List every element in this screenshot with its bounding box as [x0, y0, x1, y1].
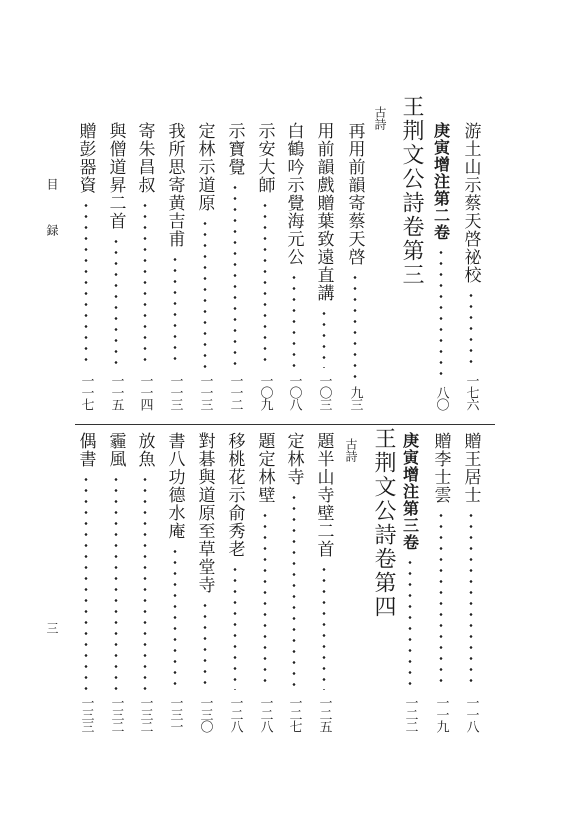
entry-page: 一一二: [227, 374, 243, 410]
genre-label: 古詩: [344, 438, 358, 462]
entry-page: 一〇三: [316, 374, 332, 410]
entry-page: 一三〇: [197, 696, 213, 732]
toc-entry[interactable]: [283, 432, 305, 732]
entry-title: 放魚: [134, 432, 155, 468]
toc-entry[interactable]: [194, 122, 216, 410]
leader-dots: [469, 290, 473, 368]
leader-dots: [114, 474, 118, 690]
leader-dots: [439, 510, 443, 690]
entry-page: 一二二: [402, 696, 418, 732]
leader-dots: [322, 564, 326, 690]
entry-title: 贈李士雲: [430, 432, 451, 504]
page-number: 三: [45, 622, 59, 644]
entry-title: 寄朱昌叔: [134, 122, 155, 194]
toc-entry[interactable]: [254, 122, 276, 410]
toc-entry[interactable]: [134, 122, 156, 410]
toc-entry[interactable]: [134, 432, 156, 732]
toc-entry[interactable]: [75, 432, 97, 732]
entry-title: 再用前韻寄蔡天啓: [344, 122, 365, 266]
entry-page: 一一三: [197, 374, 213, 410]
volume-title: 王荆文公詩卷第三: [399, 95, 424, 287]
section-label: 目 録: [45, 178, 59, 246]
toc-entry[interactable]: [75, 122, 97, 410]
entry-page: 一一五: [108, 374, 124, 410]
leader-dots: [292, 492, 296, 690]
toc-entry[interactable]: [105, 432, 127, 732]
entry-title: 對碁與道原至草堂寺: [194, 432, 215, 594]
leader-dots: [173, 254, 177, 368]
toc-entry-supplement[interactable]: [430, 122, 452, 410]
leader-dots: [84, 200, 88, 368]
genre-label: 古詩: [373, 106, 387, 130]
leader-dots: [84, 474, 88, 690]
entry-page: 一三三: [78, 696, 94, 732]
entry-title: 游土山示蔡天啓祕校: [460, 122, 481, 284]
toc-entry[interactable]: [105, 122, 127, 410]
toc-entry[interactable]: [344, 122, 366, 410]
entry-title: 白鶴吟示覺海元公: [283, 122, 304, 266]
leader-dots: [203, 218, 207, 368]
entry-page: 九三: [347, 386, 363, 410]
entry-title: 霾風: [105, 432, 126, 468]
toc-entry[interactable]: [430, 432, 452, 732]
toc-entry[interactable]: [460, 432, 482, 732]
entry-title: 題定林壁: [254, 432, 275, 504]
entry-page: 一一三: [167, 374, 183, 410]
entry-page: 一三二: [137, 696, 153, 732]
entry-title: 贈彭器資: [75, 122, 96, 194]
leader-dots: [353, 272, 357, 380]
leader-dots: [173, 546, 177, 690]
leader-dots: [233, 564, 237, 690]
toc-entry[interactable]: [224, 122, 246, 410]
entry-page: 一二五: [316, 696, 332, 732]
volume-title: 王荆文公詩卷第四: [371, 427, 396, 619]
entry-page: 一七六: [463, 374, 479, 410]
toc-entry[interactable]: [313, 432, 335, 732]
entry-page: 一二八: [257, 696, 273, 732]
toc-entry[interactable]: [254, 432, 276, 732]
entry-title: 書八功德水庵: [164, 432, 185, 540]
entry-title: 與僧道昇二首: [105, 122, 126, 230]
leader-dots: [292, 272, 296, 368]
entry-title: 庚寅增注第三卷: [400, 432, 420, 551]
entry-title: 用前韻戲贈葉致遠直講: [313, 122, 334, 302]
entry-page: 一三二: [108, 696, 124, 732]
leader-dots: [233, 182, 237, 368]
leader-dots: [114, 236, 118, 368]
leader-dots: [143, 474, 147, 690]
entry-title: 示安大師: [254, 122, 275, 194]
entry-page: 一一九: [433, 696, 449, 732]
entry-page: 八〇: [433, 386, 449, 410]
section-divider: [75, 424, 495, 425]
entry-page: 一〇九: [257, 374, 273, 410]
entry-title: 題半山寺壁二首: [313, 432, 334, 558]
leader-dots: [469, 510, 473, 690]
entry-title: 庚寅增注第二卷: [431, 122, 451, 241]
toc-entry[interactable]: [224, 432, 246, 732]
toc-entry[interactable]: [194, 432, 216, 732]
leader-dots: [322, 308, 326, 368]
leader-dots: [143, 200, 147, 368]
entry-page: 一三一: [167, 696, 183, 732]
entry-page: 一二七: [286, 696, 302, 732]
entry-title: 示寶覺: [224, 122, 245, 176]
entry-title: 偶書: [75, 432, 96, 468]
toc-entry-supplement[interactable]: [399, 432, 421, 732]
toc-entry[interactable]: [164, 122, 186, 410]
leader-dots: [408, 557, 412, 690]
leader-dots: [263, 200, 267, 368]
leader-dots: [263, 510, 267, 690]
entry-title: 定林寺: [283, 432, 304, 486]
leader-dots: [439, 247, 443, 380]
entry-title: 我所思寄黄吉甫: [164, 122, 185, 248]
toc-entry[interactable]: [460, 122, 482, 410]
toc-entry[interactable]: [313, 122, 335, 410]
entry-page: 一一七: [78, 374, 94, 410]
leader-dots: [203, 600, 207, 690]
toc-entry[interactable]: [283, 122, 305, 410]
entry-page: 一一四: [137, 374, 153, 410]
entry-title: 移桃花示俞秀老: [224, 432, 245, 558]
entry-page: 一二八: [227, 696, 243, 732]
entry-page: 一一八: [463, 696, 479, 732]
entry-title: 贈王居士: [460, 432, 481, 504]
toc-entry[interactable]: [164, 432, 186, 732]
entry-page: 一〇八: [286, 374, 302, 410]
entry-title: 定林示道原: [194, 122, 215, 212]
